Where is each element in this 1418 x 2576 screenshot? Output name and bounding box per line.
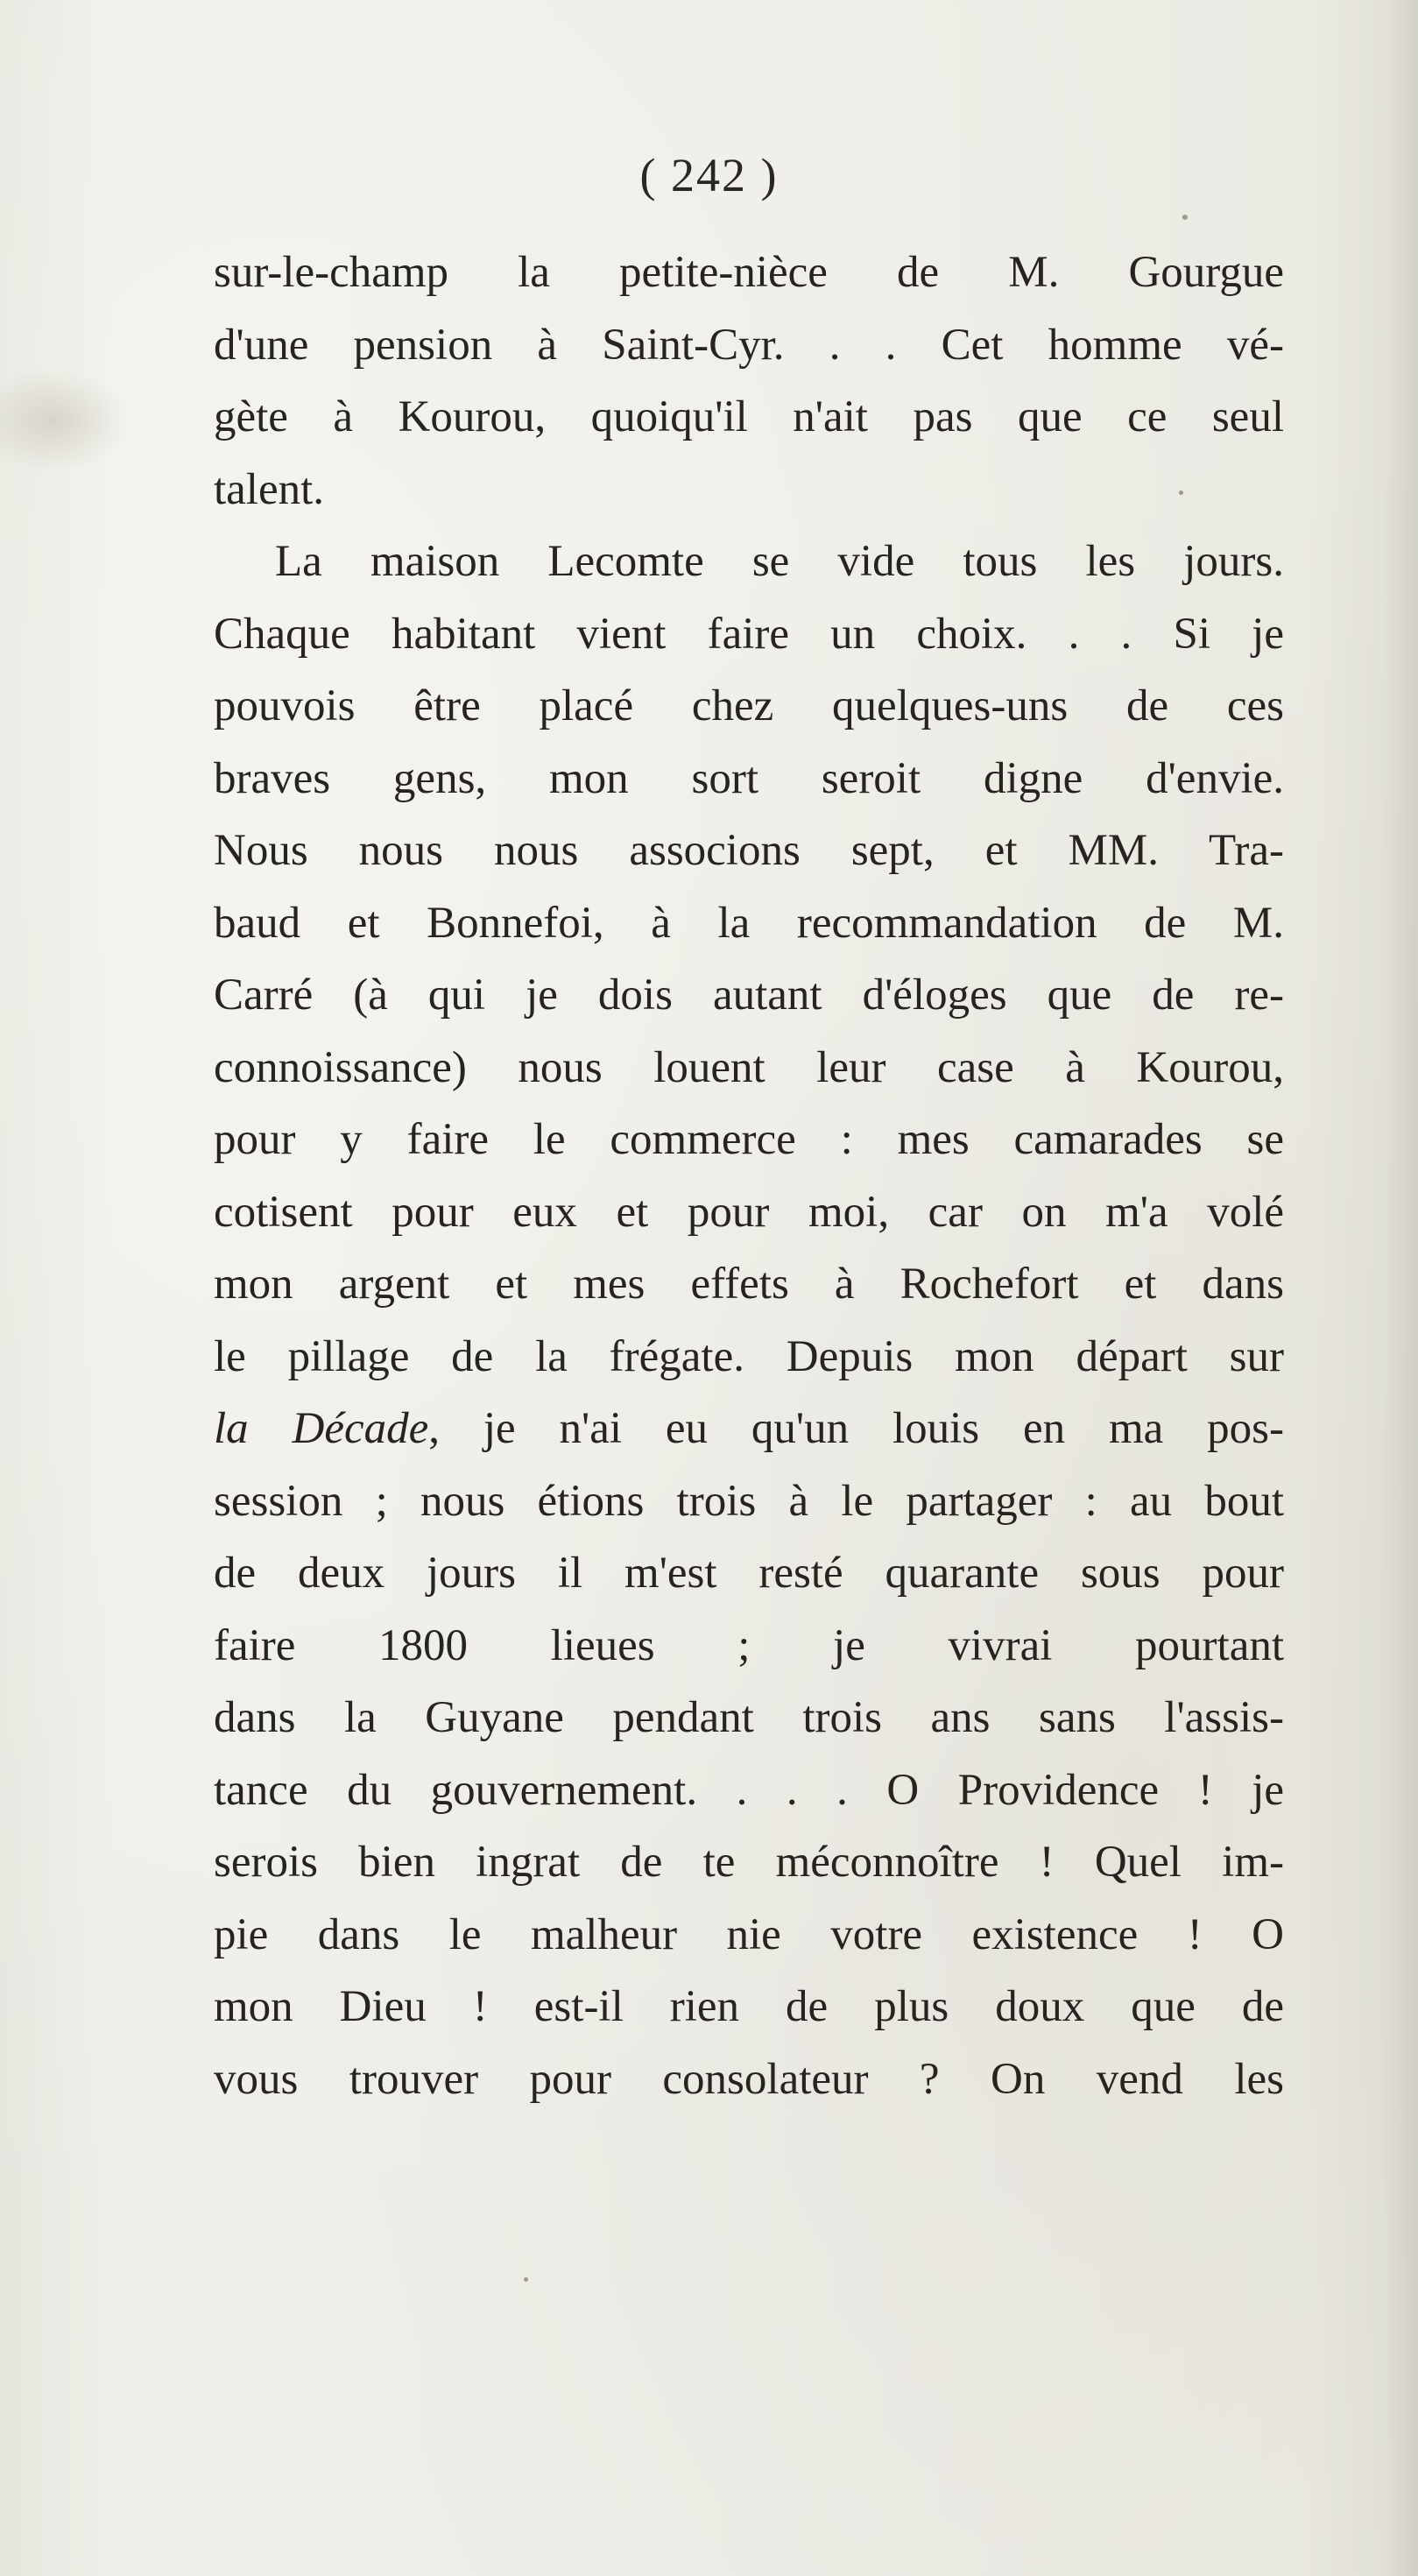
ink-speck [1182, 215, 1188, 220]
text-line: talent. [214, 464, 325, 514]
text-line: Nous nous nous associons sept, et MM. Tra- [214, 826, 1284, 875]
text-line: vous trouver pour consolateur ? On vend les [214, 2054, 1284, 2104]
text-line-rest: , je n'ai eu qu'un louis en ma pos- [428, 1404, 1284, 1453]
page-number: ( 242 ) [639, 149, 779, 201]
text-line: cotisent pour eux et pour moi, car on m'a volé [214, 1187, 1284, 1237]
text-line: faire 1800 lieues ; je vivrai pourtant [214, 1620, 1284, 1670]
text-line: dans la Guyane pendant trois ans sans l'assis- [214, 1693, 1284, 1742]
text-line: sur-le-champ la petite-nièce de M. Gourgue [214, 248, 1284, 297]
paragraph-first-line: La maison Lecomte se vide tous les jours. [275, 537, 1284, 586]
text-line: tance du gouvernement. . . . O Providence ! je [214, 1765, 1284, 1815]
body-text [214, 236, 1284, 2115]
text-line: baud et Bonnefoi, à la recommandation de M. [214, 898, 1284, 948]
page-fold-shadow [1383, 0, 1418, 2576]
text-line: mon Dieu ! est-il rien de plus doux que de [214, 1982, 1284, 2031]
text-line: de deux jours il m'est resté quarante sous pour [214, 1549, 1284, 1598]
text-line: pouvois être placé chez quelques-uns de ces [214, 681, 1284, 730]
text-line: pie dans le malheur nie votre existence ! O [214, 1909, 1284, 1959]
text-line: Chaque habitant vient faire un choix. . . Si je [214, 609, 1284, 659]
margin-smudge [0, 368, 131, 473]
text-line: pour y faire le commerce : mes camarades se [214, 1115, 1284, 1164]
text-line: mon argent et mes effets à Rochefort et dans [214, 1260, 1284, 1309]
ship-name-italic: la Décade [214, 1404, 429, 1453]
text-line: Carré (à qui je dois autant d'éloges que de re- [214, 970, 1284, 1020]
text-line: d'une pension à Saint-Cyr. . . Cet homme vé- [214, 320, 1284, 370]
text-line [214, 1393, 1284, 1465]
text-line: session ; nous étions trois à le partager : au bout [214, 1476, 1284, 1526]
text-line: connoissance) nous louent leur case à Kourou, [214, 1042, 1284, 1092]
text-line: le pillage de la frégate. Depuis mon départ sur [214, 1331, 1284, 1381]
ink-speck [524, 2277, 528, 2282]
text-line: serois bien ingrat de te méconnoître ! Quel im- [214, 1838, 1284, 1887]
text-line: gète à Kourou, quoiqu'il n'ait pas que ce seul [214, 392, 1284, 441]
text-line: braves gens, mon sort seroit digne d'envie. [214, 753, 1284, 803]
